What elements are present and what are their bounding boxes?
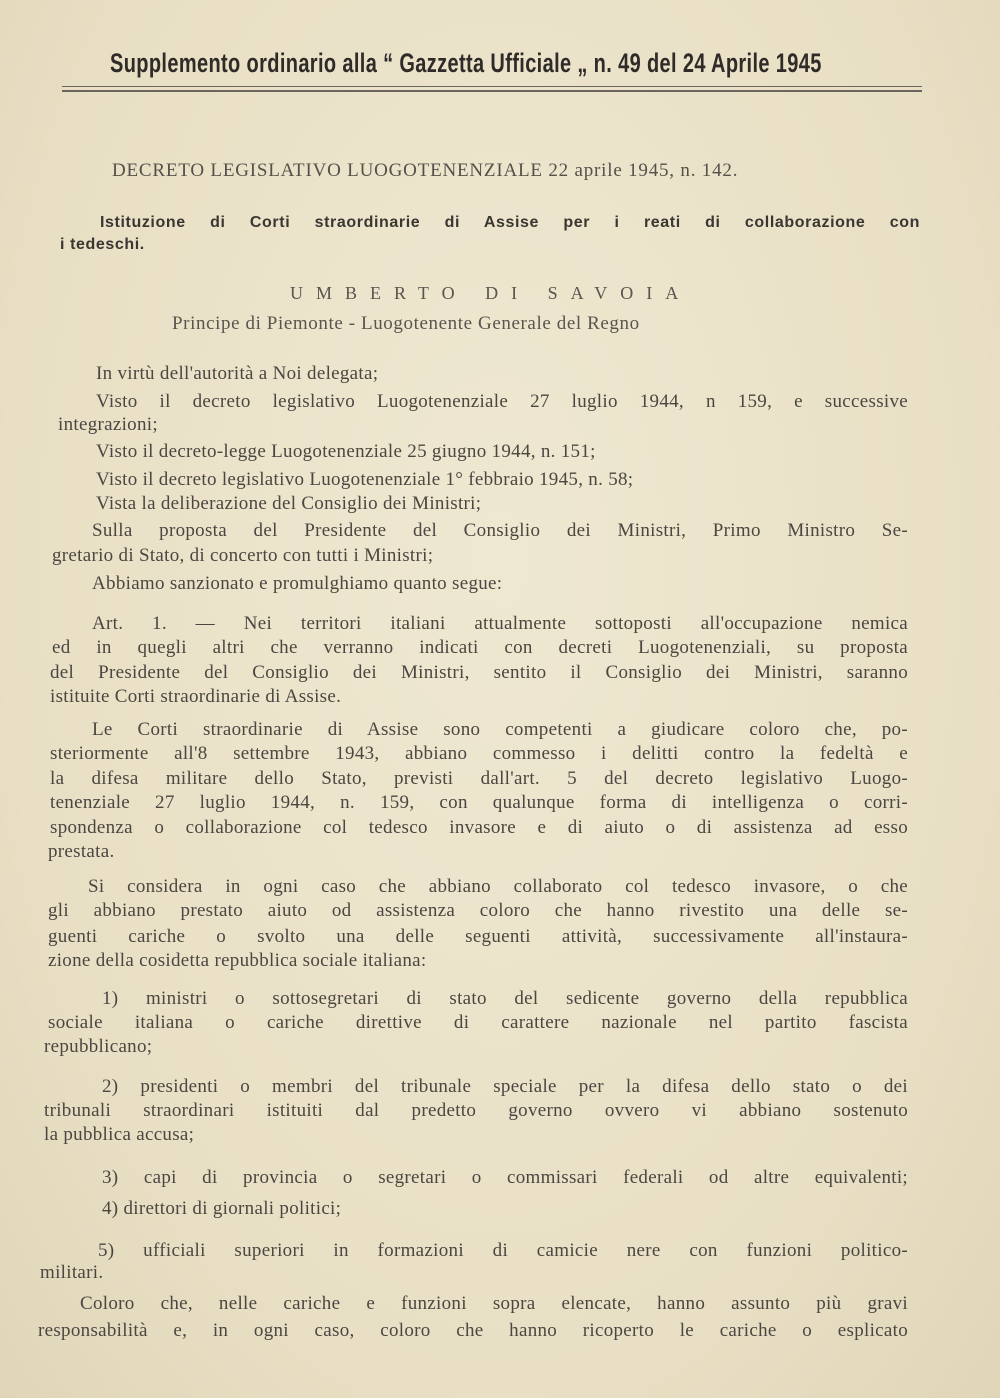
body-line: spondenza o collaborazione col tedesco invasore e di aiuto o di assistenza ad esso xyxy=(50,817,908,838)
sovereign-name: UMBERTO DI SAVOIA xyxy=(290,283,692,303)
header-rule xyxy=(62,86,922,87)
body-line: Sulla proposta del Presidente del Consiglio dei Ministri, Primo Ministro Se- xyxy=(92,520,908,541)
body-line: la difesa militare dello Stato, previsti dall'art. 5 del decreto legislativo Luogo- xyxy=(50,768,908,789)
body-line: ed in quegli altri che verranno indicati con decreti Luogotenenziali, su proposta xyxy=(52,637,908,658)
decree-title: DECRETO LEGISLATIVO LUOGOTENENZIALE 22 aprile 1945, n. 142. xyxy=(112,160,739,181)
body-line: Coloro che, nelle cariche e funzioni sopra elencate, hanno assunto più gravi xyxy=(80,1293,908,1314)
body-line: Visto il decreto legislativo Luogotenenziale 1° febbraio 1945, n. 58; xyxy=(96,469,634,490)
body-line: repubblicano; xyxy=(44,1036,153,1057)
body-line: istituite Corti straordinarie di Assise. xyxy=(50,686,342,707)
body-line: Le Corti straordinarie di Assise sono competenti a giudicare coloro che, po- xyxy=(92,719,908,740)
body-line: 2) presidenti o membri del tribunale speciale per la difesa dello stato o dei xyxy=(102,1076,908,1097)
sovereign-title: Principe di Piemonte - Luogotenente Generale del Regno xyxy=(172,313,640,334)
body-line: 1) ministri o sottosegretari di stato del sedicente governo della repubblica xyxy=(102,988,908,1009)
body-line: 4) direttori di giornali politici; xyxy=(102,1198,342,1219)
gazette-header: Supplemento ordinario alla “ Gazzetta Ufficiale „ n. 49 del 24 Aprile 1945 xyxy=(110,48,822,78)
body-line: Art. 1. — Nei territori italiani attualmente sottoposti all'occupazione nemica xyxy=(92,613,908,634)
body-line: Visto il decreto-legge Luogotenenziale 25 giugno 1944, n. 151; xyxy=(96,441,596,462)
body-line: 3) capi di provincia o segretari o commissari federali od altre equivalenti; xyxy=(102,1167,908,1188)
body-line: Abbiamo sanzionato e promulghiamo quanto segue: xyxy=(92,573,503,594)
body-line: tribunali straordinari istituiti dal predetto governo ovvero vi abbiano sostenuto xyxy=(44,1100,908,1121)
body-line: gli abbiano prestato aiuto od assistenza coloro che hanno rivestito una delle se- xyxy=(48,900,908,921)
body-line: Si considera in ogni caso che abbiano collaborato col tedesco invasore, o che xyxy=(88,876,908,897)
body-line: Vista la deliberazione del Consiglio dei Ministri; xyxy=(96,493,482,514)
body-line: la pubblica accusa; xyxy=(44,1124,195,1145)
body-line: gretario di Stato, di concerto con tutti i Ministri; xyxy=(52,545,434,566)
decree-subject-line-1: Istituzione di Corti straordinarie di Assise per i reati di collaborazione con xyxy=(100,214,920,231)
body-line: 5) ufficiali superiori in formazioni di camicie nere con funzioni politico- xyxy=(98,1240,908,1261)
body-line: sociale italiana o cariche direttive di carattere nazionale nel partito fascista xyxy=(48,1012,908,1033)
body-line: prestata. xyxy=(48,841,115,862)
decree-subject-line-2: i tedeschi. xyxy=(60,236,145,253)
body-line: responsabilità e, in ogni caso, coloro che hanno ricoperto le cariche o esplicato xyxy=(38,1320,908,1341)
body-line: del Presidente del Consiglio dei Ministri, sentito il Consiglio dei Ministri, saranno xyxy=(50,662,908,683)
body-line: zione della cosidetta repubblica sociale italiana: xyxy=(48,950,427,971)
body-line: tenenziale 27 luglio 1944, n. 159, con qualunque forma di intelligenza o corri- xyxy=(50,792,908,813)
header-rule-double xyxy=(62,90,922,92)
body-line: steriormente all'8 settembre 1943, abbiano commesso i delitti contro la fedeltà e xyxy=(50,743,908,764)
body-line: guenti cariche o svolto una delle seguenti attività, successivamente all'instaura- xyxy=(48,926,908,947)
body-line: In virtù dell'autorità a Noi delegata; xyxy=(96,363,379,384)
body-line: Visto il decreto legislativo Luogotenenziale 27 luglio 1944, n 159, e successive xyxy=(96,391,908,412)
body-line: integrazioni; xyxy=(58,414,158,435)
body-line: militari. xyxy=(40,1262,104,1283)
